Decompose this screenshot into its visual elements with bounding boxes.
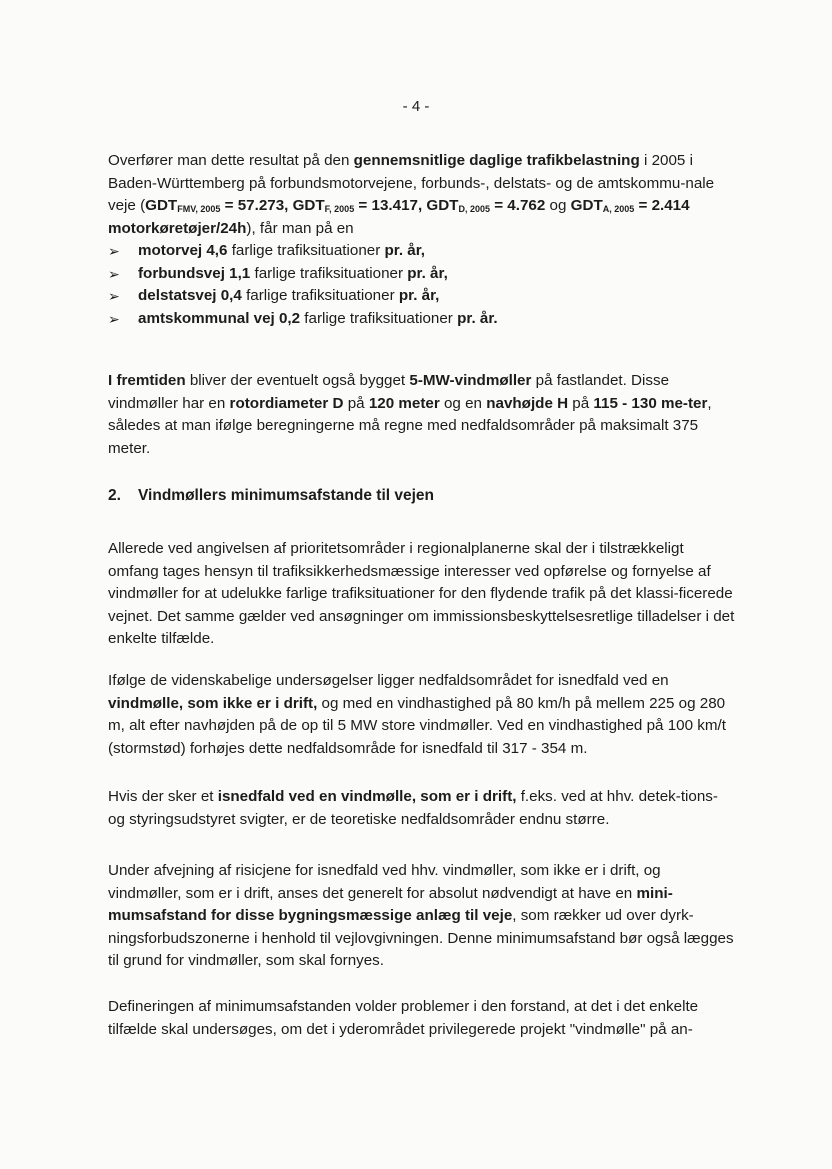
paragraph-definition: Defineringen af minimumsafstanden volder problemer i den forstand, at det i det enkelte tilfælde skal undersøges, om det i yderområdet privilegerede projekt "vindmølle" på an-: [108, 998, 699, 1038]
section-heading: 2. Vindmøllers minimumsafstande til vejen: [108, 487, 435, 504]
traffic-load-text: Overfører man dette resultat på den gennemsnitlige daglige trafikbelastning i 2005 i Baden-Württemberg på forbundsmotorvejene, forbunds-, delstats- og de amtskommu-nale veje ($GDT_{FMV, 2005} = 57.273$, $GDT_{F, 2005} = 13.417$, $GDT_{D, 2005} = 4.762$ og $GDT_{A, 2005} = 2.414$ motorkøretøjer/24h), får man på en: [108, 152, 715, 237]
paragraph-minimum-distance: Under afvejning af risicjene for isnedfald ved hhv. vindmøller, som ikke er i drift, og vindmøller, som er i drift, anses det generelt for absolut nødvendigt at have en mini-mumsafstand for disse bygningsmæssige anlæg til veje, som rækker ud over dyrk-ningsforbudszonerne i henhold til vejlovgivningen. Denne minimumsafstand bør også lægges til grund for vindmøller, som skal fornyes.: [108, 862, 734, 969]
paragraph-priority-areas: Allerede ved angivelsen af prioritetsområder i regionalplanerne skal der i tilstrækkeligt omfang tages hensyn til trafiksikkerhedsmæssige interesser ved opførelse og fornyelse af vindmøller for at udelukke farlige trafiksituationer for den flydende trafik på det klassi-ficerede vejnet. Det samme gælder ved ansøgninger om immissionsbeskyttelsesretlige tilladelser i det enkelte tilfælde.: [108, 540, 735, 647]
list-item: ➢ motorvej 4,6 farlige trafiksituationer pr. år,: [108, 240, 738, 263]
list-item: ➢ amtskommunal vej 0,2 farlige trafiksituationer pr. år.: [108, 308, 738, 331]
arrow-bullet-icon: ➢: [108, 288, 120, 304]
paragraph-ice-fall-operating: Hvis der sker et isnedfald ved en vindmølle, som er i drift, f.eks. ved at hhv. detek-tions- og styringsudstyret svigter, er de teoretiske nedfaldsområder endnu større.: [108, 788, 718, 828]
arrow-bullet-icon: ➢: [108, 265, 120, 282]
arrow-bullet-icon: ➢: [108, 310, 120, 327]
bullet-list: [108, 240, 738, 330]
arrow-bullet-icon: ➢: [108, 243, 120, 259]
paragraph-traffic-load: [108, 150, 738, 330]
page-number: - 4 -: [402, 98, 430, 115]
list-item: ➢ forbundsvej 1,1 farlige trafiksituationer pr. år,: [108, 263, 738, 286]
paragraph-ice-fall-idle: Ifølge de videnskabelige undersøgelser ligger nedfaldsområdet for isnedfald ved en vindmølle, som ikke er i drift, og med en vindhastighed på 80 km/h på mellem 225 og 280 m, alt efter navhøjden på de op til 5 MW store vindmøller. Ved en vindhastighed på 100 km/t (stormstød) forhøjes dette nedfaldsområde for isnedfald til 317 - 354 m.: [108, 672, 726, 757]
paragraph-future-turbines: I fremtiden bliver der eventuelt også bygget 5-MW-vindmøller på fastlandet. Disse vindmøller har en rotordiameter D på 120 meter og en navhøjde H på 115 - 130 me-ter, således at man ifølge beregningerne må regne med nedfaldsområder på maksimalt 375 meter.: [108, 372, 712, 457]
list-item: ➢ delstatsvej 0,4 farlige trafiksituationer pr. år,: [108, 285, 738, 308]
